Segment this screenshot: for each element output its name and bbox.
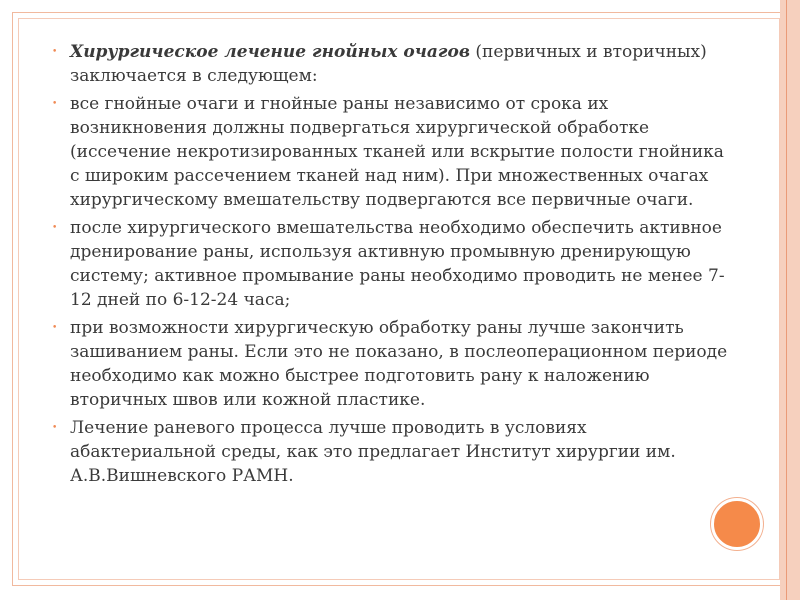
bullet-marker: •	[52, 323, 58, 333]
bullet-text: все гнойные очаги и гнойные раны независимо от срока их возникновения должны подвергаться хирургической обработке (иссечение некротизированных тканей или вскрытие полости гнойника с широким рассечением тканей над ним). При множественных очагах хирургическому вмешательству подвергаются все первичные очаги.	[70, 94, 724, 210]
right-decorative-line	[786, 0, 787, 600]
accent-circle	[711, 498, 763, 550]
bullet-marker: •	[52, 99, 58, 109]
bullet-marker: •	[52, 223, 58, 233]
bullet-item-4	[52, 316, 732, 412]
bullet-marker: •	[52, 423, 58, 433]
bullet-lead-text: Хирургическое лечение гнойных очагов	[70, 42, 470, 62]
right-decorative-band	[780, 0, 800, 600]
bullet-item-1	[52, 40, 732, 88]
bullet-text: при возможности хирургическую обработку раны лучше закончить зашиванием раны. Если это не показано, в послеоперационном периоде необходимо как можно быстрее подготовить рану к наложению вторичных швов или кожной пластике.	[70, 318, 728, 410]
bullet-text: после хирургического вмешательства необходимо обеспечить активное дренирование раны, используя активную промывную дренирующую систему; активное промывание раны необходимо проводить не менее 7-12 дней по 6-12-24 часа;	[70, 218, 725, 310]
bullet-text: Лечение раневого процесса лучше проводить в условиях абактериальной среды, как это предлагает Институт хирургии им. А.В.Вишневского РАМН.	[70, 418, 676, 486]
slide-content	[52, 40, 732, 492]
bullet-item-5	[52, 416, 732, 488]
bullet-list	[52, 40, 732, 488]
bullet-marker: •	[52, 47, 58, 57]
bullet-text: (первичных и вторичных) заключается в следующем:	[70, 42, 707, 86]
bullet-item-2	[52, 92, 732, 212]
bullet-item-3	[52, 216, 732, 312]
